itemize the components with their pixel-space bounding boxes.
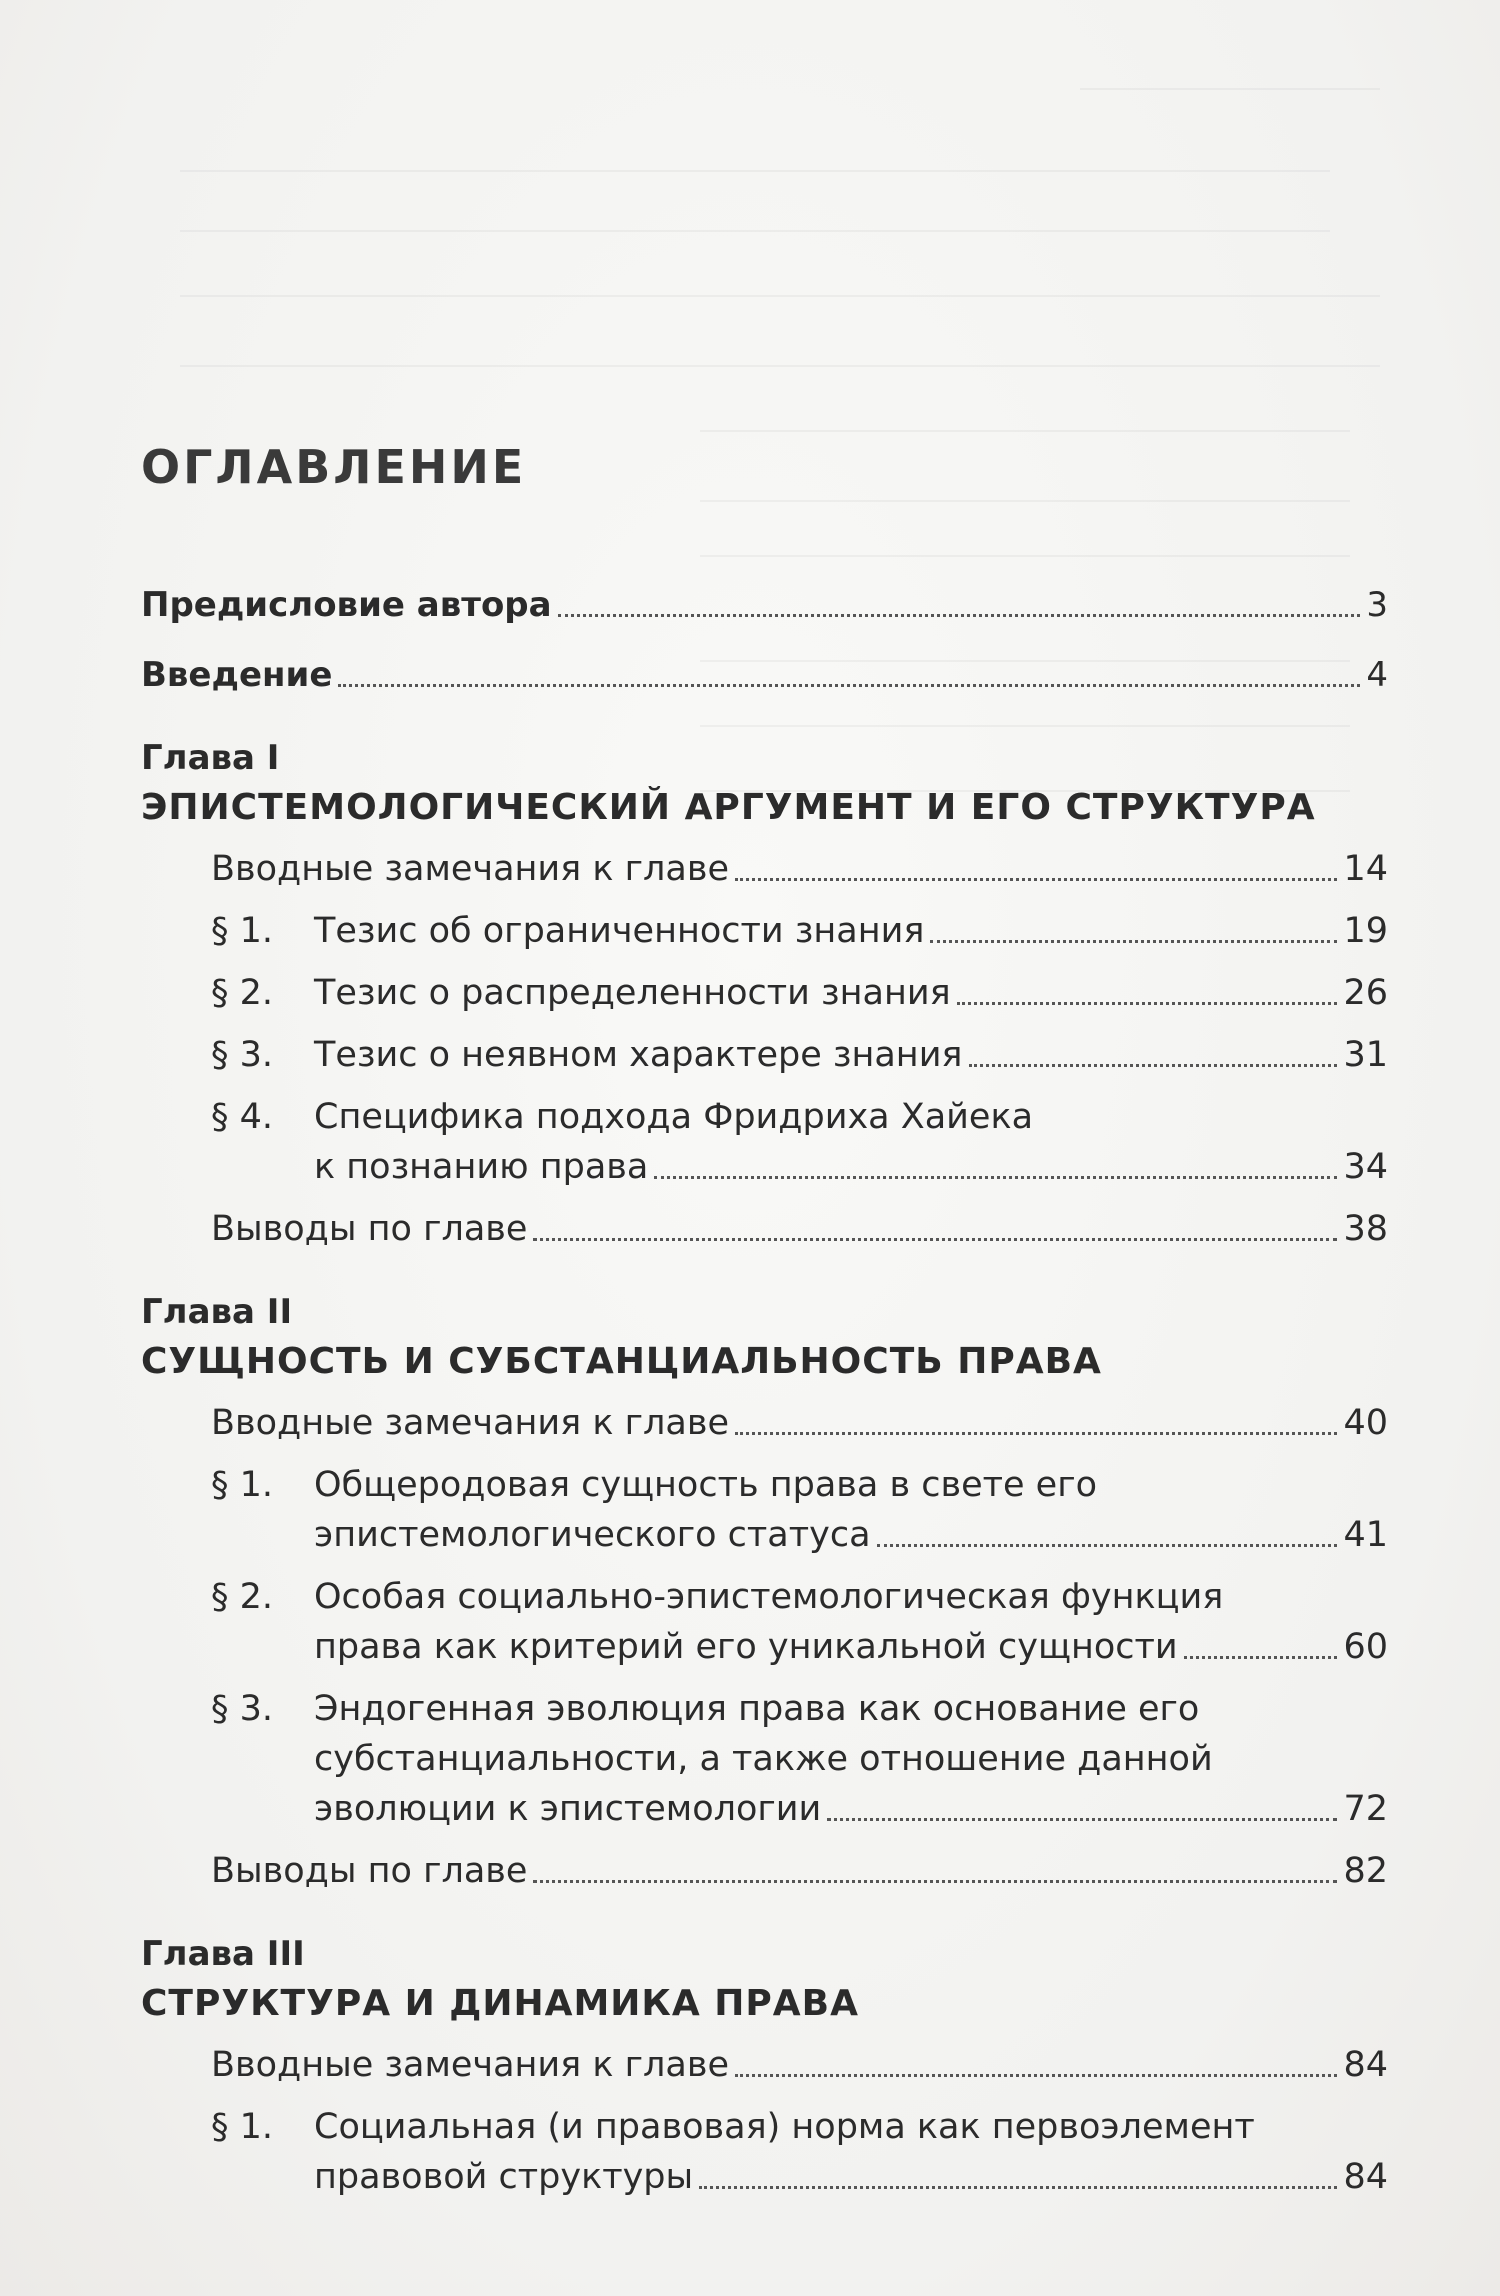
toc-entry-label: Тезис о распределенности знания [314,973,951,1013]
bleed-through-line [180,295,1380,297]
toc-row [141,580,1388,630]
section-number: § 1. [211,2107,274,2147]
section-title-line: Специфика подхода Фридриха Хайека [314,1097,1034,1137]
toc-row [314,1030,1388,1080]
bleed-through-line [700,500,1350,502]
chapter-title: СТРУКТУРА И ДИНАМИКА ПРАВА [141,1983,859,2024]
toc-entry-label: Выводы по главе [211,1209,528,1249]
dot-leader [533,1880,1337,1883]
bleed-through-line [1080,88,1380,90]
section-body [314,1030,1388,1080]
toc-entry-label: права как критерий его уникальной сущности [314,1627,1178,1667]
section-entry [211,906,1388,956]
toc-entry-label: Тезис об ограниченности знания [314,911,925,951]
page-number: 31 [1343,1035,1388,1075]
toc-row [314,1510,1388,1560]
toc-entry [211,1846,1388,1896]
toc-entry-label: Тезис о неявном характере знания [314,1035,963,1075]
toc-entry [211,906,1388,956]
section-title-line: Особая социально-эпистемологическая функция [314,1577,1224,1617]
dot-leader [1184,1656,1338,1659]
chapter-label: Глава III [141,1934,305,1974]
toc-row [314,906,1388,956]
toc-entry [211,2040,1388,2090]
bleed-through-line [700,430,1350,432]
page-number: 14 [1343,849,1388,889]
bleed-through-line [700,555,1350,557]
page-number: 4 [1366,655,1388,695]
page-number: 72 [1343,1789,1388,1829]
page-number: 60 [1343,1627,1388,1667]
dot-leader [735,878,1337,881]
section-body [314,2102,1388,2202]
section-title-line: Эндогенная эволюция права как основание его [314,1689,1200,1729]
section-entry [211,968,1388,1018]
toc-entry-label: Вводные замечания к главе [211,2045,729,2085]
page-number: 26 [1343,973,1388,1013]
section-number: § 4. [211,1097,274,1137]
toc-row [314,1142,1388,1192]
toc-entry [211,1684,1388,1834]
toc-row [314,968,1388,1018]
page-number: 19 [1343,911,1388,951]
toc-entry [211,844,1388,894]
toc-row [211,2040,1388,2090]
page-number: 38 [1343,1209,1388,1249]
page-number: 84 [1343,2045,1388,2085]
page-number: 84 [1343,2157,1388,2197]
dot-leader [533,1238,1337,1241]
section-entry [211,2102,1388,2202]
section-number: § 2. [211,973,274,1013]
section-entry [211,1030,1388,1080]
dot-leader [969,1064,1338,1067]
bleed-through-line [180,230,1330,232]
section-number: § 1. [211,1465,274,1505]
bleed-through-line [180,170,1330,172]
section-body [314,968,1388,1018]
toc-entry-label: правовой структуры [314,2157,694,2197]
page-number: 41 [1343,1515,1388,1555]
section-body [314,1684,1388,1834]
section-number: § 2. [211,1577,274,1617]
section-body [314,1460,1388,1560]
toc-entry [211,1204,1388,1254]
page-number: 82 [1343,1851,1388,1891]
section-entry [211,1684,1388,1834]
toc-row [211,1398,1388,1448]
dot-leader [735,1432,1337,1435]
toc-entry [211,2102,1388,2202]
toc-row [211,1846,1388,1896]
section-entry [211,1460,1388,1560]
dot-leader [558,614,1361,617]
section-title-line: Социальная (и правовая) норма как первоэлемент [314,2107,1255,2147]
section-number: § 1. [211,911,274,951]
dot-leader [654,1176,1337,1179]
chapter-title: ЭПИСТЕМОЛОГИЧЕСКИЙ АРГУМЕНТ И ЕГО СТРУКТУРА [141,787,1316,828]
toc-entry-label: Вводные замечания к главе [211,849,729,889]
toc-row [141,650,1388,700]
toc-row [314,1622,1388,1672]
section-title-line: субстанциальности, а также отношение данной [314,1739,1213,1779]
section-number: § 3. [211,1035,274,1075]
toc-entry-label: Выводы по главе [211,1851,528,1891]
table-of-contents [141,580,1388,2214]
chapter-label: Глава I [141,738,280,778]
toc-entry-label: Предисловие автора [141,585,552,625]
page-number: 40 [1343,1403,1388,1443]
toc-entry [211,968,1388,1018]
toc-entry-label: эволюции к эпистемологии [314,1789,822,1829]
page-number: 34 [1343,1147,1388,1187]
chapter-title: СУЩНОСТЬ И СУБСТАНЦИАЛЬНОСТЬ ПРАВА [141,1341,1102,1382]
page-number: 3 [1366,585,1388,625]
section-body [314,1572,1388,1672]
dot-leader [735,2074,1337,2077]
section-number: § 3. [211,1689,274,1729]
toc-entry [211,1030,1388,1080]
toc-entry-label: эпистемологического статуса [314,1515,871,1555]
page-title: ОГЛАВЛЕНИЕ [141,440,527,494]
toc-entry-label: к познанию права [314,1147,649,1187]
toc-entry [211,1572,1388,1672]
dot-leader [699,2186,1337,2189]
section-title-line: Общеродовая сущность права в свете его [314,1465,1098,1505]
toc-entry [211,1092,1388,1192]
dot-leader [957,1002,1338,1005]
toc-entry-label: Вводные замечания к главе [211,1403,729,1443]
section-body [314,906,1388,956]
toc-row [211,844,1388,894]
toc-entry [211,1398,1388,1448]
bleed-through-line [180,365,1380,367]
dot-leader [930,940,1337,943]
dot-leader [827,1818,1337,1821]
toc-row [314,1784,1388,1834]
toc-entry [211,1460,1388,1560]
section-body [314,1092,1388,1192]
toc-row [211,1204,1388,1254]
section-entry [211,1092,1388,1192]
dot-leader [338,684,1360,687]
toc-row [314,2152,1388,2202]
dot-leader [877,1544,1338,1547]
toc-entry-label: Введение [141,655,333,695]
chapter-label: Глава II [141,1292,293,1332]
section-entry [211,1572,1388,1672]
